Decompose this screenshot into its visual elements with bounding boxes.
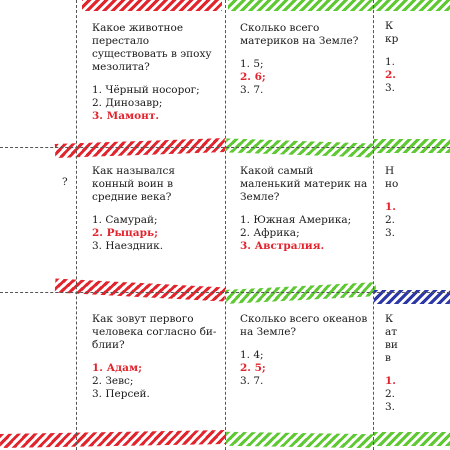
option-2-correct: 2. Рыцарь; — [92, 227, 158, 239]
stripe-row2-left — [55, 138, 225, 158]
card-r3c1 — [92, 313, 220, 401]
option-1-correct: 1. Адам; — [92, 362, 142, 374]
fragment-line: К — [385, 20, 394, 32]
stripe-top-right — [373, 0, 450, 11]
question-text: Какое животное перестало существовать в эпоху мезолита? — [92, 22, 212, 73]
option-1: 1. 5; — [240, 58, 264, 70]
stripe-top-middle — [228, 0, 373, 11]
cut-line-vertical-1 — [76, 0, 77, 450]
fragment-line: К — [385, 313, 394, 325]
cut-line-vertical-2 — [225, 0, 226, 450]
option-3-correct: 3. Мамонт. — [92, 110, 160, 122]
cut-line-vertical-3 — [373, 0, 374, 450]
question-text: Сколько всего материков на Земле? — [240, 22, 359, 47]
stripe-top-left — [82, 0, 222, 11]
option-1: 1. 4; — [240, 349, 264, 361]
stripe-row2-middle — [226, 138, 374, 157]
option-2: 2. Африка; — [240, 227, 300, 239]
fragment-line-correct: 1. — [385, 201, 396, 213]
right-fragment-r1 — [385, 20, 449, 95]
fragment-line: 1. — [385, 56, 396, 68]
fragment-line: Н — [385, 165, 395, 177]
option-1: 1. Чёрный носорог; — [92, 84, 200, 96]
stripe-bottom-left — [0, 430, 226, 448]
option-2-correct: 2. 6; — [240, 71, 266, 83]
option-3: 3. 7. — [240, 84, 264, 96]
option-3: 3. Наездник. — [92, 240, 164, 252]
fragment-line-correct: 1. — [385, 375, 396, 387]
stripe-row3-left — [55, 279, 225, 302]
option-3-correct: 3. Австралия. — [240, 240, 325, 252]
stripe-row2-right — [374, 139, 450, 153]
option-3: 3. 7. — [240, 375, 264, 387]
card-r2c2 — [240, 165, 368, 253]
cut-line-horizontal-2 — [0, 292, 450, 293]
fragment-line: 2. — [385, 214, 396, 226]
right-fragment-r3 — [385, 313, 449, 414]
question-text: Сколько всего океанов на Земле? — [240, 313, 368, 338]
stripe-bottom-right — [374, 432, 450, 446]
option-2: 2. Зевс; — [92, 375, 134, 387]
fragment-line: 3. — [385, 227, 396, 239]
fragment-line: ат — [385, 326, 398, 338]
option-3: 3. Персей. — [92, 388, 150, 400]
card-r1c1 — [92, 22, 220, 123]
question-text: Как зовут первого человека согласно би-блии? — [92, 313, 217, 351]
card-r3c2 — [240, 313, 368, 388]
stripe-row3-middle — [226, 282, 377, 304]
option-2: 2. Динозавр; — [92, 97, 163, 109]
fragment-line: но — [385, 178, 399, 190]
option-1: 1. Самурай; — [92, 214, 158, 226]
left-edge-text: ? — [62, 176, 68, 188]
fragment-line: в — [385, 352, 391, 364]
option-2-correct: 2. 5; — [240, 362, 266, 374]
question-text: Какой самый маленький материк на Земле? — [240, 165, 368, 203]
fragment-line: 3. — [385, 82, 396, 94]
option-1: 1. Южная Америка; — [240, 214, 352, 226]
question-text: Как назывался конный воин в средние века? — [92, 165, 175, 203]
fragment-line-correct: 2. — [385, 69, 396, 81]
card-r1c2 — [240, 22, 368, 97]
fragment-line: 3. — [385, 401, 396, 413]
fragment-line: кр — [385, 33, 399, 45]
right-fragment-r2 — [385, 165, 449, 240]
left-edge-fragment — [62, 176, 68, 189]
fragment-line: ви — [385, 339, 398, 351]
fragment-line: 2. — [385, 388, 396, 400]
cut-line-horizontal-1 — [0, 147, 450, 148]
stripe-bottom-middle — [226, 432, 374, 449]
card-r2c1 — [92, 165, 220, 253]
